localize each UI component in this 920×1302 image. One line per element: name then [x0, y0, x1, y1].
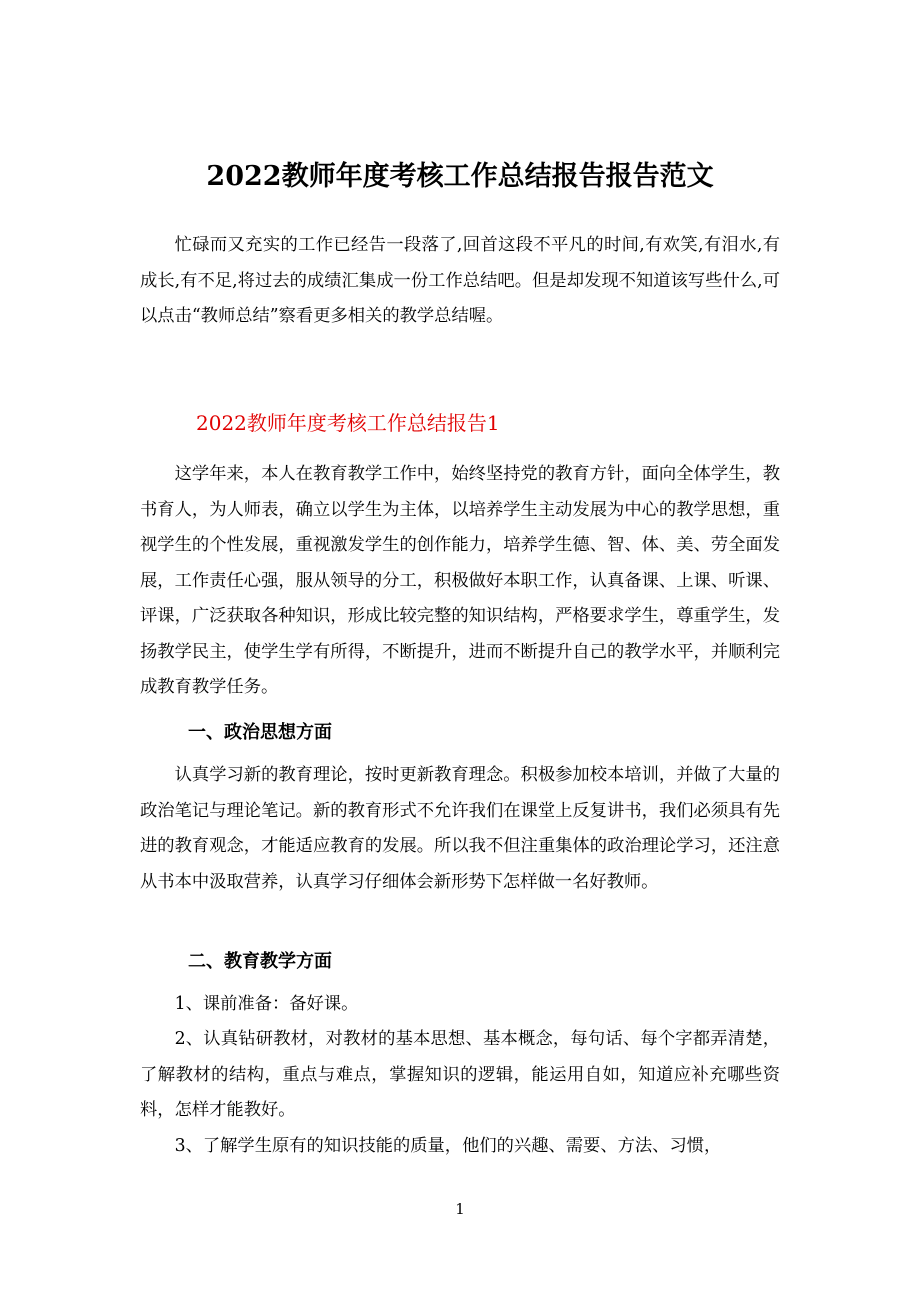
section-subtitle: 2022教师年度考核工作总结报告1: [196, 411, 500, 435]
list-item: 3、了解学生原有的知识技能的质量，他们的兴趣、需要、方法、习惯，: [174, 1136, 722, 1156]
page-number: 1: [455, 1200, 465, 1218]
section-heading-politics: 一、政治思想方面: [188, 722, 332, 743]
list-item: 2、认真钻研教材，对教材的基本思想、基本概念，每句话、每个字都弄清楚，了解教材的结构，重点与难点，掌握知识的逻辑，能运用自如，知道应补充哪些资料，怎样才能教好。: [140, 1029, 780, 1120]
intro-paragraph: 忙碌而又充实的工作已经告一段落了,回首这段不平凡的时间,有欢笑,有泪水,有成长,有不足,将过去的成绩汇集成一份工作总结吧。但是却发现不知道该写些什么,可以点击“教师总结”察看更多相关的教学总结喔。: [140, 235, 780, 326]
body-paragraph: 这学年来，本人在教育教学工作中，始终坚持党的教育方针，面向全体学生，教书育人，为人师表，确立以学生为主体，以培养学生主动发展为中心的教学思想，重视学生的个性发展，重视激发学生的创作能力，培养学生德、智、体、美、劳全面发展，工作责任心强，服从领导的分工，积极做好本职工作，认真备课、上课、听课、评课，广泛获取各种知识，形成比较完整的知识结构，严格要求学生，尊重学生，发扬教学民主，使学生学有所得，不断提升，进而不断提升自己的教学水平，并顺利完成教育教学任务。: [140, 464, 780, 697]
section-heading-teaching: 二、教育教学方面: [188, 951, 332, 972]
document-title: 2022教师年度考核工作总结报告报告范文: [206, 161, 714, 192]
body-paragraph: 认真学习新的教育理论，按时更新教育理念。积极参加校本培训，并做了大量的政治笔记与理论笔记。新的教育形式不允许我们在课堂上反复讲书，我们必须具有先进的教育观念，才能适应教育的发展。所以我不但注重集体的政治理论学习，还注意从书本中汲取营养，认真学习仔细体会新形势下怎样做一名好教师。: [140, 765, 780, 892]
list-item: 1、课前准备：备好课。: [174, 994, 359, 1014]
